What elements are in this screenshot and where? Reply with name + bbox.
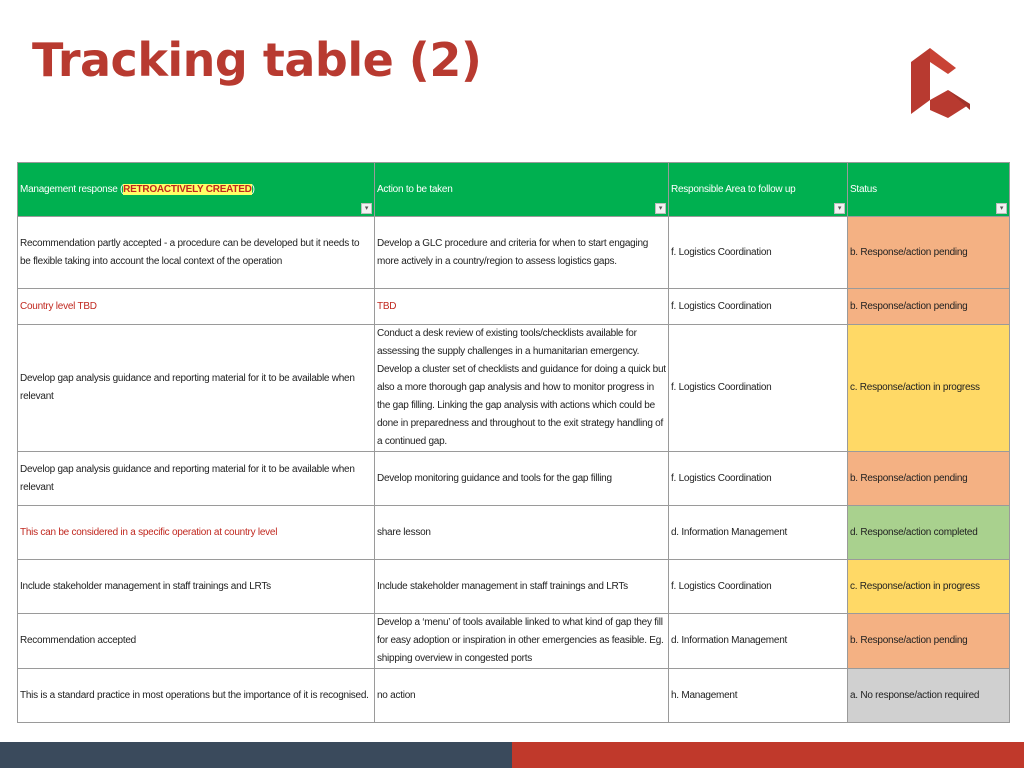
action-cell: Develop a ‘menu’ of tools available linked to what kind of gap they fill for easy adoption or inspiration in other emergencies as feasible. Eg. shipping overview in congested ports xyxy=(375,614,669,669)
header-status: Status ▾ xyxy=(848,163,1010,217)
management-cell: This can be considered in a specific operation at country level xyxy=(18,506,375,560)
action-cell: Include stakeholder management in staff trainings and LRTs xyxy=(375,560,669,614)
status-cell: b. Response/action pending xyxy=(848,614,1010,669)
management-cell: Recommendation accepted xyxy=(18,614,375,669)
responsible-cell: f. Logistics Coordination xyxy=(669,289,848,325)
management-cell: Develop gap analysis guidance and reporting material for it to be available when relevant xyxy=(18,325,375,452)
action-cell: Develop monitoring guidance and tools for the gap filling xyxy=(375,452,669,506)
status-cell: a. No response/action required xyxy=(848,669,1010,723)
management-cell: This is a standard practice in most operations but the importance of it is recognised. xyxy=(18,669,375,723)
status-cell: d. Response/action completed xyxy=(848,506,1010,560)
footer-bar-right xyxy=(512,742,1024,768)
table-row xyxy=(18,217,1010,289)
header-responsible: Responsible Area to follow up ▾ xyxy=(669,163,848,217)
table-row xyxy=(18,506,1010,560)
table-row xyxy=(18,614,1010,669)
footer-bar-left xyxy=(0,742,512,768)
action-cell: TBD xyxy=(375,289,669,325)
responsible-cell: h. Management xyxy=(669,669,848,723)
company-logo xyxy=(908,44,974,118)
action-cell: Conduct a desk review of existing tools/checklists available for assessing the supply challenges in a humanitarian emergency. Develop a cluster set of checklists and guidance for doing a quick but also a more thorough gap analysis and how to monitor progress in the gap filling. Linking the gap analysis with actions which could be done in preparedness and throughout to the exit strategy handling of a continued gap. xyxy=(375,325,669,452)
responsible-cell: f. Logistics Coordination xyxy=(669,452,848,506)
filter-dropdown-icon[interactable]: ▾ xyxy=(996,203,1007,214)
management-cell: Recommendation partly accepted - a procedure can be developed but it needs to be flexible taking into account the local context of the operation xyxy=(18,217,375,289)
status-cell: b. Response/action pending xyxy=(848,289,1010,325)
table-row xyxy=(18,289,1010,325)
management-cell: Country level TBD xyxy=(18,289,375,325)
header-management-response: Management response (RETROACTIVELY CREATED) ▾ xyxy=(18,163,375,217)
table-row xyxy=(18,325,1010,452)
table-row xyxy=(18,560,1010,614)
header-action: Action to be taken ▾ xyxy=(375,163,669,217)
responsible-cell: f. Logistics Coordination xyxy=(669,217,848,289)
status-cell: c. Response/action in progress xyxy=(848,325,1010,452)
filter-dropdown-icon[interactable]: ▾ xyxy=(834,203,845,214)
status-cell: b. Response/action pending xyxy=(848,217,1010,289)
responsible-cell: f. Logistics Coordination xyxy=(669,325,848,452)
filter-dropdown-icon[interactable]: ▾ xyxy=(361,203,372,214)
management-cell: Develop gap analysis guidance and reporting material for it to be available when relevant xyxy=(18,452,375,506)
responsible-cell: d. Information Management xyxy=(669,614,848,669)
management-cell: Include stakeholder management in staff trainings and LRTs xyxy=(18,560,375,614)
tracking-table xyxy=(17,162,1010,723)
responsible-cell: d. Information Management xyxy=(669,506,848,560)
table-row xyxy=(18,452,1010,506)
filter-dropdown-icon[interactable]: ▾ xyxy=(655,203,666,214)
page-title: Tracking table (2) xyxy=(32,33,482,87)
action-cell: no action xyxy=(375,669,669,723)
retroactively-created-label: RETROACTIVELY CREATED xyxy=(123,183,252,195)
responsible-cell: f. Logistics Coordination xyxy=(669,560,848,614)
table-row xyxy=(18,669,1010,723)
header-row xyxy=(18,163,1010,217)
status-cell: b. Response/action pending xyxy=(848,452,1010,506)
action-cell: share lesson xyxy=(375,506,669,560)
action-cell: Develop a GLC procedure and criteria for when to start engaging more actively in a country/region to assess logistics gaps. xyxy=(375,217,669,289)
status-cell: c. Response/action in progress xyxy=(848,560,1010,614)
